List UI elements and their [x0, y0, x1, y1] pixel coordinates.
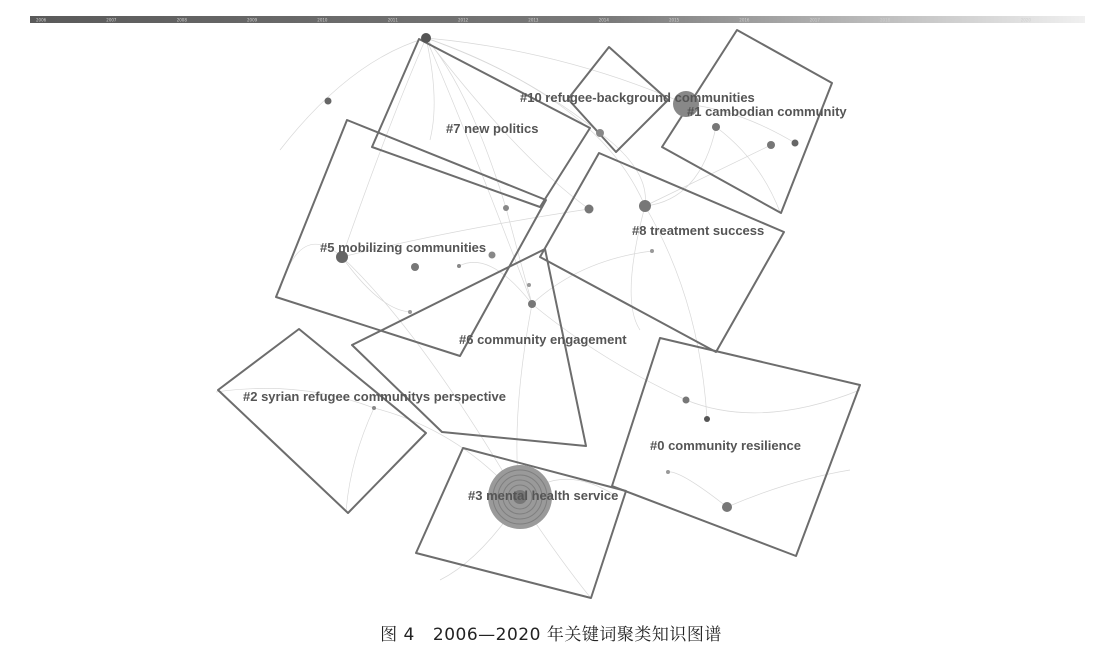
timeline-year-label: 2008 — [176, 17, 187, 23]
node — [489, 252, 496, 259]
cluster-label-7: #7 new politics — [446, 121, 539, 136]
timeline-year-label: 2018 — [880, 17, 891, 23]
node — [712, 123, 720, 131]
node — [650, 249, 654, 253]
node — [527, 283, 531, 287]
timeline-year-label: 2016 — [739, 17, 750, 23]
node — [372, 406, 376, 410]
hull-cluster-6 — [352, 249, 586, 446]
node — [325, 98, 332, 105]
node — [528, 300, 536, 308]
node — [503, 205, 509, 211]
node — [411, 263, 419, 271]
timeline-year-label: 2007 — [106, 17, 117, 23]
timeline-year-label: 2015 — [669, 17, 680, 23]
node — [722, 502, 732, 512]
timeline-year-label: 2014 — [598, 17, 609, 23]
node — [408, 310, 412, 314]
timeline-year-label: 2013 — [528, 17, 539, 23]
node — [666, 470, 670, 474]
node — [639, 200, 651, 212]
figure-title: 2006—2020 年关键词聚类知识图谱 — [432, 625, 722, 645]
timeline-year-label: 2020 — [1020, 17, 1031, 23]
timeline-year-label: 2010 — [317, 17, 328, 23]
hull-cluster-2 — [218, 329, 426, 513]
hull-cluster-5 — [276, 120, 546, 356]
cluster-label-0: #0 community resilience — [650, 438, 802, 453]
cluster-label-10: #10 refugee-background communities — [520, 90, 755, 105]
timeline-bar — [30, 16, 1085, 23]
cluster-label-6: #6 community engagement — [459, 332, 627, 347]
node — [704, 416, 710, 422]
timeline-year-label: 2017 — [809, 17, 820, 23]
cluster-label-5: #5 mobilizing communities — [320, 240, 487, 255]
hull-cluster-8 — [540, 153, 784, 352]
cluster-label-2: #2 syrian refugee communitys perspective — [243, 389, 507, 404]
figure-number: 图 4 — [380, 625, 415, 645]
timeline-year-label: 2019 — [950, 17, 961, 23]
timeline-year-label: 2009 — [247, 17, 258, 23]
timeline-years — [36, 18, 1031, 23]
timeline-year-label: 2006 — [36, 17, 47, 23]
node — [792, 140, 799, 147]
cluster-label-1: #1 cambodian community — [687, 104, 847, 119]
node — [596, 129, 604, 137]
timeline-year-label: 2011 — [387, 17, 398, 23]
node — [683, 397, 690, 404]
cluster-label-3: #3 mental health service — [468, 488, 619, 503]
node — [767, 141, 775, 149]
node — [457, 264, 461, 268]
figure-caption — [0, 620, 1102, 645]
cluster-label-8: #8 treatment success — [632, 223, 765, 238]
node — [585, 205, 594, 214]
node — [421, 33, 431, 43]
timeline-year-label: 2012 — [458, 17, 469, 23]
